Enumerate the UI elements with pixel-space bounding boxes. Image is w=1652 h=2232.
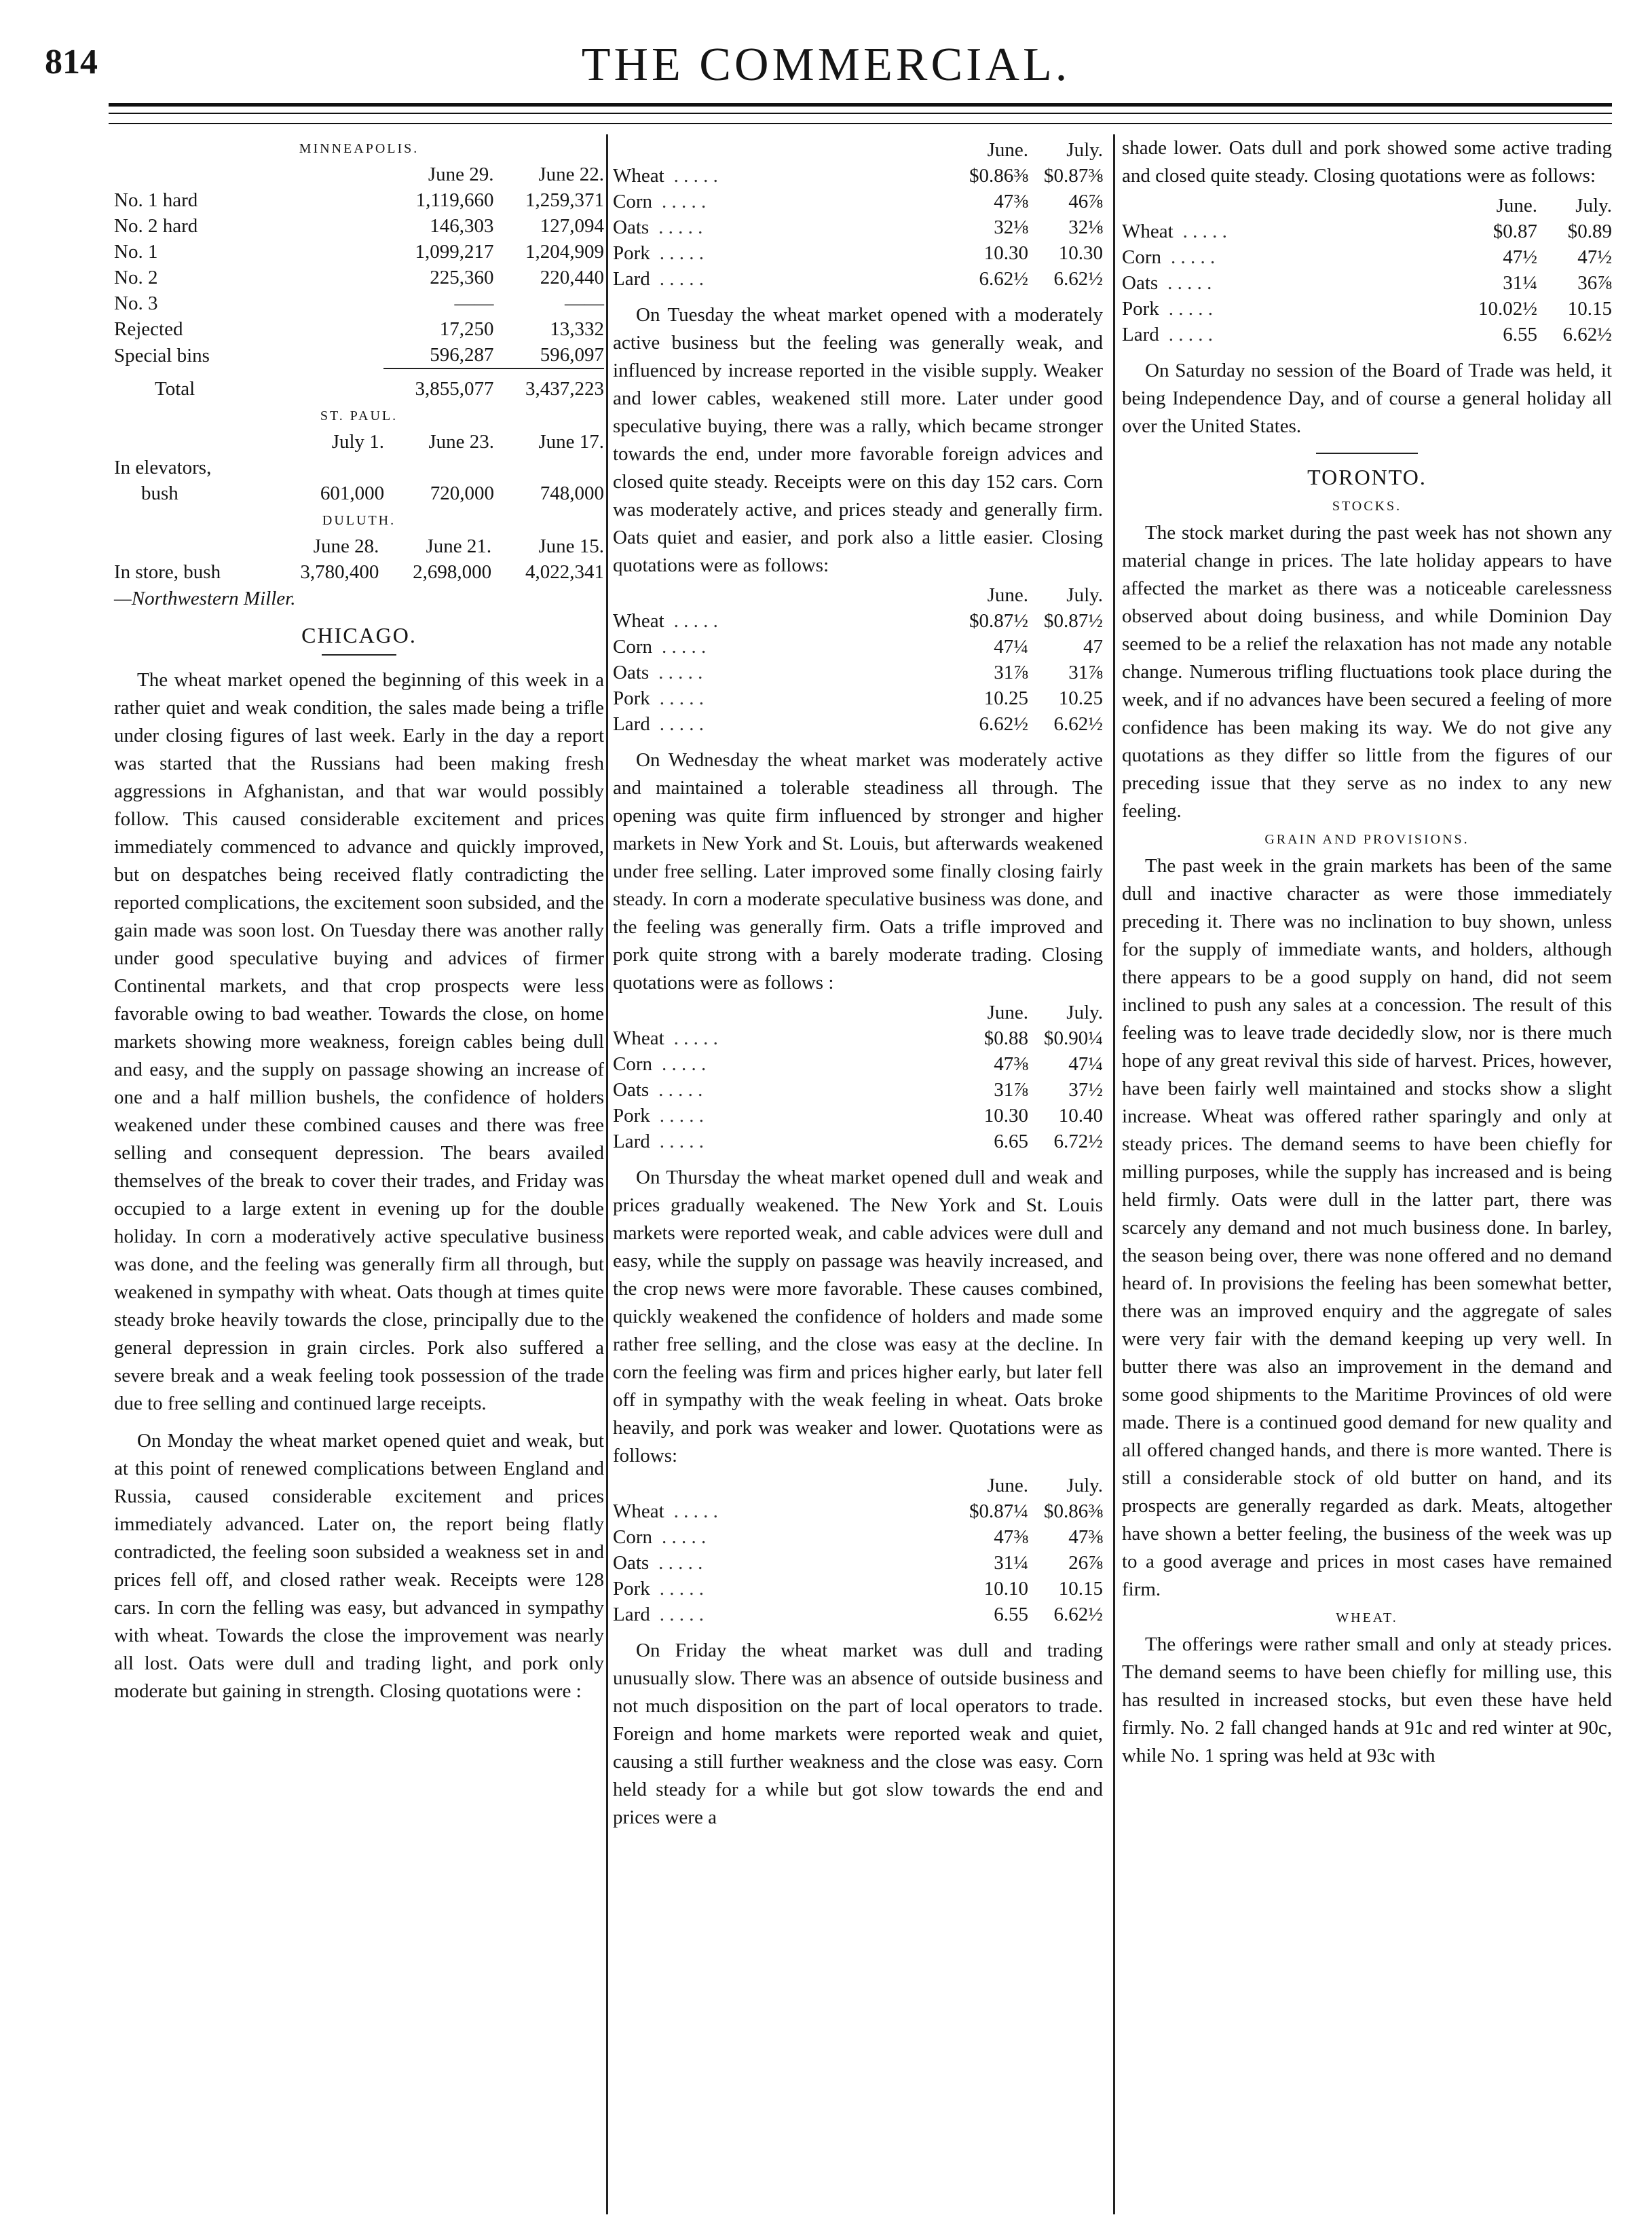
row-value: 748,000 — [540, 483, 604, 504]
quotation-table-5 — [1122, 193, 1612, 347]
leader-dots: . . . . . — [659, 1105, 705, 1127]
row-value: 13,332 — [550, 318, 604, 340]
quote-body — [613, 1025, 1103, 1154]
june-price: 31¼ — [1503, 272, 1537, 294]
quote-row — [613, 1498, 1103, 1524]
june-price: 31⅞ — [994, 1079, 1028, 1101]
column-3 — [1122, 134, 1612, 1770]
commodity-name: Pork — [1122, 298, 1159, 320]
leader-dots: . . . . . — [662, 636, 707, 658]
column-divider-1 — [606, 134, 608, 2214]
july-price: $0.87⅜ — [1044, 165, 1103, 187]
commodity-cell — [613, 1129, 954, 1154]
commodity-name: Pork — [613, 687, 650, 709]
table-row — [114, 265, 604, 290]
row-value: 3,780,400 — [300, 561, 379, 583]
row-label: No. 2 — [114, 267, 158, 288]
commodity-cell — [613, 634, 954, 660]
commodity-cell — [613, 163, 954, 189]
quote-head-row — [613, 1000, 1103, 1025]
june-price: 47¼ — [994, 636, 1028, 658]
july-price: 36⅞ — [1577, 272, 1612, 294]
date: June 17. — [538, 431, 604, 453]
quote-body — [613, 608, 1103, 737]
quote-row — [613, 1077, 1103, 1103]
commodity-name: Wheat — [1122, 221, 1174, 242]
column-1 — [114, 134, 604, 1705]
commodity-name: Corn — [613, 191, 652, 212]
masthead-rule-thin — [109, 113, 1612, 114]
chicago-heading: CHICAGO. — [301, 623, 417, 647]
month-header: July. — [1066, 1002, 1103, 1023]
duluth-table — [114, 533, 604, 585]
leader-dots: . . . . . — [658, 662, 703, 683]
leader-dots: . . . . . — [673, 1027, 718, 1049]
quotation-table-4 — [613, 1473, 1103, 1627]
quote-row — [613, 214, 1103, 240]
june-price: 10.25 — [983, 687, 1028, 709]
leader-dots: . . . . . — [658, 1079, 703, 1101]
minneapolis-heading: MINNEAPOLIS. — [299, 141, 419, 156]
row-value: 1,259,371 — [525, 189, 604, 211]
table-row — [114, 187, 604, 213]
commodity-cell — [1122, 219, 1463, 244]
page-number: 814 — [45, 43, 98, 81]
july-price: 10.25 — [1058, 687, 1103, 709]
quote-head-row — [613, 1473, 1103, 1498]
commodity-name: Wheat — [613, 1027, 664, 1049]
quote-row — [613, 634, 1103, 660]
row-value: 601,000 — [320, 483, 385, 504]
stocks-heading: STOCKS. — [1332, 499, 1402, 514]
july-price: 47 — [1083, 636, 1103, 658]
commodity-cell — [613, 1576, 954, 1602]
june-price: 10.30 — [983, 242, 1028, 264]
july-price: 6.62½ — [1053, 713, 1103, 735]
row-value: —— — [454, 292, 494, 314]
row-value: 1,204,909 — [525, 241, 604, 263]
july-price: $0.90¼ — [1044, 1027, 1103, 1049]
table-row — [114, 480, 604, 506]
quote-row — [613, 163, 1103, 189]
july-price: 32⅛ — [1068, 216, 1103, 238]
leader-dots: . . . . . — [659, 1131, 704, 1152]
june-price: 10.02½ — [1478, 298, 1537, 320]
commodity-cell — [613, 1025, 954, 1051]
june-price: 6.65 — [994, 1131, 1028, 1152]
quote-row — [613, 1103, 1103, 1129]
commodity-cell — [613, 240, 954, 266]
row-label: Special bins — [114, 344, 210, 366]
commodity-name: Lard — [613, 1131, 650, 1152]
section-rule — [322, 654, 396, 656]
month-header: June. — [987, 139, 1028, 161]
leader-dots: . . . . . — [659, 1604, 704, 1625]
table-row — [114, 342, 604, 368]
july-price: 10.15 — [1058, 1578, 1103, 1600]
july-price: 47½ — [1577, 246, 1612, 268]
commodity-cell — [613, 1051, 954, 1077]
commodity-name: Oats — [613, 216, 650, 238]
june-price: 47½ — [1503, 246, 1537, 268]
leader-dots: . . . . . — [662, 1526, 707, 1548]
quote-row — [1122, 322, 1612, 347]
july-price: $0.87½ — [1044, 610, 1103, 632]
june-price: 47⅜ — [994, 191, 1028, 212]
duluth-date-row — [114, 533, 604, 559]
july-price: 37½ — [1068, 1079, 1103, 1101]
masthead-rule-thin-lower — [109, 123, 1612, 124]
commodity-cell — [613, 1550, 954, 1576]
quote-row — [613, 1550, 1103, 1576]
table-row — [114, 559, 604, 585]
june-price: 31¼ — [994, 1552, 1028, 1574]
quote-row — [1122, 270, 1612, 296]
commodity-name: Oats — [613, 662, 650, 683]
june-price: $0.86⅜ — [969, 165, 1028, 187]
commodity-cell — [1122, 296, 1463, 322]
july-price: 10.30 — [1058, 242, 1103, 264]
quotation-table-2 — [613, 582, 1103, 737]
row-value: 127,094 — [540, 215, 604, 237]
commodity-name: Lard — [613, 713, 650, 735]
july-price: 6.72½ — [1053, 1131, 1103, 1152]
month-header: July. — [1575, 195, 1612, 216]
row-value: 596,287 — [430, 344, 494, 366]
article-paragraph: On Wednesday the wheat market was moderately active and maintained a tolerable steadiness all through. The opening was quite firm influenced by stronger and higher markets in New York and St. Louis, but afterwards weakened under free selling. Later improved some finally closing fairly steady. In corn a moderate speculative business was done, and the feeling was generally firm. Oats a trifle improved and pork quite strong with a barely moderate trading. Closing quotations were as follows : — [613, 749, 1103, 994]
june-price: 32⅛ — [994, 216, 1028, 238]
commodity-name: Corn — [613, 636, 652, 658]
june-price: $0.87¼ — [969, 1500, 1028, 1522]
quote-row — [613, 1524, 1103, 1550]
row-value: 1,099,217 — [415, 241, 494, 263]
row-label: No. 3 — [114, 292, 158, 314]
commodity-name: Corn — [1122, 246, 1161, 268]
st-paul-date-row — [114, 429, 604, 455]
wheat-heading: WHEAT. — [1336, 1610, 1398, 1625]
commodity-name: Wheat — [613, 610, 664, 632]
june-price: 10.30 — [983, 1105, 1028, 1127]
month-header: June. — [987, 1475, 1028, 1496]
commodity-name: Corn — [613, 1053, 652, 1075]
commodity-cell — [613, 1077, 954, 1103]
grain-provisions-heading: GRAIN AND PROVISIONS. — [1264, 832, 1469, 847]
date-2: June 22. — [538, 164, 604, 185]
commodity-cell — [613, 685, 954, 711]
toronto-heading: TORONTO. — [1307, 465, 1427, 489]
leader-dots: . . . . . — [659, 713, 704, 735]
row-value: 225,360 — [430, 267, 494, 288]
quote-row — [1122, 296, 1612, 322]
june-price: $0.88 — [983, 1027, 1028, 1049]
date-1: June 29. — [428, 164, 494, 185]
commodity-name: Pork — [613, 242, 650, 264]
commodity-cell — [613, 1498, 954, 1524]
leader-dots: . . . . . — [658, 216, 703, 238]
june-price: $0.87 — [1493, 221, 1537, 242]
june-price: 6.62½ — [979, 713, 1028, 735]
date: June 15. — [538, 535, 604, 557]
row-value: 4,022,341 — [525, 561, 604, 583]
quote-head-row — [613, 582, 1103, 608]
quote-row — [613, 685, 1103, 711]
june-price: 31⅞ — [994, 662, 1028, 683]
leader-dots: . . . . . — [673, 1500, 718, 1522]
commodity-cell — [1122, 322, 1463, 347]
total-label: Total — [155, 377, 195, 400]
article-paragraph: The wheat market opened the beginning of this week in a rather quiet and weak condition, the sales made being a trifle under closing figures of last week. Early in the day a report was started that the Russians had been making fresh aggressions in Afghanistan, and that war would possibly follow. This caused considerable excitement and prices immediately commenced to advance and quickly improved, but on despatches being received flatly contradicting the reported complications, the excitement soon subsided, and the gain made was soon lost. On Tuesday there was another rally under good speculative buying and advices of firmer Continental markets, and that crop prospects were less favorable owing to bad weather. Towards the close, on home markets showing more weakness, foreign cables being dull and easy, and the supply on passage showing an increase of one and a half million bushels, the confidence of holders weakened under these combined causes and there was free selling and consequent depression. The bears availed themselves of the break to cover their trades, and Friday was occupied to a large extent in evening up for the double holiday. In corn a moderatively active speculative business was done, and the feeling was generally firm all through, but weakened in sympathy with wheat. Oats though at times quite steady broke heavily towards the close, principally due to the general depression in grain circles. Pork also suffered a severe break and a weak feeling took possession of the trade due to free selling and continued large receipts. — [114, 669, 604, 1414]
quote-row — [613, 1025, 1103, 1051]
commodity-name: Oats — [613, 1552, 650, 1574]
commodity-cell — [613, 1602, 954, 1627]
row-label: Rejected — [114, 318, 183, 340]
row-value: 17,250 — [439, 318, 494, 340]
leader-dots: . . . . . — [659, 242, 705, 264]
commodity-cell — [613, 608, 954, 634]
masthead-rule-thick — [109, 103, 1612, 107]
quote-row — [613, 608, 1103, 634]
commodity-name: Wheat — [613, 1500, 664, 1522]
commodity-name: Corn — [613, 1526, 652, 1548]
leader-dots: . . . . . — [673, 165, 718, 187]
row-value: 2,698,000 — [413, 561, 492, 583]
quote-row — [613, 1129, 1103, 1154]
leader-dots: . . . . . — [1182, 221, 1227, 242]
month-header: July. — [1066, 584, 1103, 606]
total-value: 3,437,223 — [494, 368, 604, 402]
commodity-cell — [1122, 244, 1463, 270]
commodity-cell — [613, 660, 954, 685]
commodity-cell — [1122, 270, 1463, 296]
june-price: 10.10 — [983, 1578, 1028, 1600]
article-paragraph: shade lower. Oats dull and pork showed some active trading and closed quite steady. Closing quotations were as follows: — [1122, 137, 1612, 187]
row-value: 720,000 — [430, 483, 495, 504]
row-value: 596,097 — [540, 344, 604, 366]
row-value: 1,119,660 — [415, 189, 494, 211]
column-divider-2 — [1113, 134, 1115, 2214]
commodity-name: Lard — [613, 268, 650, 290]
july-price: 6.62½ — [1053, 1604, 1103, 1625]
quote-row — [613, 240, 1103, 266]
row-value: 220,440 — [540, 267, 604, 288]
june-price: $0.87½ — [969, 610, 1028, 632]
duluth-heading: DULUTH. — [322, 513, 396, 528]
table-row — [114, 455, 604, 480]
date: June 28. — [313, 535, 379, 557]
article-paragraph: On Thursday the wheat market opened dull and weak and prices gradually weakened. The New York and St. Louis markets were reported weak, and cable advices were dull and easy, while the supply on passage was heavily increased, and the crop news were more favorable. These causes combined, quickly weakened the confidence of holders and made some rather free selling, and the close was easy at the decline. In corn the feeling was firm and prices higher early, but later fell off in sympathy with the weak feeling in wheat. Oats broke heavily, and pork was weaker and lower. Quotations were as follows: — [613, 1167, 1103, 1467]
total-value: 3,855,077 — [383, 368, 493, 402]
row-label: No. 1 — [114, 241, 158, 263]
commodity-name: Lard — [1122, 324, 1159, 345]
st-paul-heading: ST. PAUL. — [320, 409, 398, 423]
row-label: No. 2 hard — [114, 215, 198, 237]
commodity-name: Oats — [1122, 272, 1159, 294]
table-row — [114, 239, 604, 265]
date: June 21. — [426, 535, 492, 557]
row-label: No. 1 hard — [114, 189, 198, 211]
month-header: June. — [987, 584, 1028, 606]
quote-row — [613, 711, 1103, 737]
july-price: 10.15 — [1567, 298, 1612, 320]
row-label: In elevators, — [114, 457, 212, 478]
quotation-table-1 — [613, 137, 1103, 292]
month-header: July. — [1066, 1475, 1103, 1496]
leader-dots: . . . . . — [659, 1578, 705, 1600]
july-price: $0.89 — [1567, 221, 1612, 242]
row-label: bush — [141, 483, 179, 504]
july-price: 6.62½ — [1562, 324, 1612, 345]
row-value: —— — [565, 292, 604, 314]
date: July 1. — [331, 431, 385, 453]
leader-dots: . . . . . — [662, 1053, 707, 1075]
leader-dots: . . . . . — [673, 610, 718, 632]
quote-row — [613, 266, 1103, 292]
leader-dots: . . . . . — [1167, 272, 1212, 294]
quote-row — [613, 660, 1103, 685]
st-paul-table — [114, 429, 604, 506]
commodity-cell — [613, 214, 954, 240]
leader-dots: . . . . . — [658, 1552, 703, 1574]
leader-dots: . . . . . — [662, 191, 707, 212]
quote-head-row — [613, 137, 1103, 163]
table-row — [114, 316, 604, 342]
column-2 — [613, 134, 1103, 1832]
june-price: 47⅜ — [994, 1053, 1028, 1075]
row-value: 146,303 — [430, 215, 494, 237]
quote-row — [613, 1051, 1103, 1077]
article-paragraph: On Monday the wheat market opened quiet and weak, but at this point of renewed complications between England and Russia, caused considerable excitement and prices immediately advanced. Later on, the report being flatly contradicted, the feeling soon subsided a weakness set in and prices fell off, and closed rather weak. Receipts were 128 cars. In corn the felling was easy, but advanced in sympathy with wheat. Towards the close the improvement was nearly all lost. Oats were dull and trading light, and pork only moderate but gaining in strength. Closing quotations were : — [114, 1430, 604, 1702]
commodity-name: Pork — [613, 1105, 650, 1127]
date: June 23. — [428, 431, 495, 453]
section-rule — [1316, 453, 1418, 454]
quote-body — [1122, 219, 1612, 347]
source-credit: —Northwestern Miller. — [114, 588, 296, 609]
july-price: 26⅞ — [1068, 1552, 1103, 1574]
commodity-cell — [613, 266, 954, 292]
commodity-name: Lard — [613, 1604, 650, 1625]
leader-dots: . . . . . — [659, 687, 705, 709]
article-paragraph: On Tuesday the wheat market opened with a moderately active business but the feeling was generally weak, and influenced by increase reported in the visible supply. Weaker and lower cables, weakened still more. Later under good speculative buying, there was a rally, which became stronger towards the end, under more favorable foreign advices and closed quite steady. Receipts were on this day 152 cars. Corn was moderately active, and prices steady and generally firm. Oats quiet and easier, and pork also a little easier. Closing quotations were as follows: — [613, 304, 1103, 576]
july-price: 10.40 — [1058, 1105, 1103, 1127]
quote-body — [613, 163, 1103, 292]
quote-head-row — [1122, 193, 1612, 219]
leader-dots: . . . . . — [1171, 246, 1216, 268]
july-price: 47⅜ — [1068, 1526, 1103, 1548]
july-price: 6.62½ — [1053, 268, 1103, 290]
quote-row — [1122, 219, 1612, 244]
quote-row — [1122, 244, 1612, 270]
month-header: June. — [987, 1002, 1028, 1023]
total-row — [114, 368, 604, 402]
minneapolis-table — [114, 162, 604, 402]
quote-row — [613, 189, 1103, 214]
month-header: June. — [1496, 195, 1537, 216]
month-header: July. — [1066, 139, 1103, 161]
commodity-cell — [613, 1103, 954, 1129]
june-price: 6.55 — [994, 1604, 1028, 1625]
july-price: 46⅞ — [1068, 191, 1103, 212]
article-paragraph: On Saturday no session of the Board of Trade was held, it being Independence Day, and of course a general holiday all over the United States. — [1122, 360, 1612, 437]
article-paragraph: The stock market during the past week has not shown any material change in prices. The late holiday appears to have affected the market as there was a noticeable carelessness observed about doing business, and while Dominion Day seemed to be a relief the relaxation has not made any notable change. Numerous trifling fluctuations took place during the week, and if no advances have been secured a feeling of more confidence has been making its way. We do not give any quotations as they differ so little from the figures of our preceding issue that they serve as no index to any new feeling. — [1122, 522, 1612, 822]
commodity-name: Oats — [613, 1079, 650, 1101]
leader-dots: . . . . . — [659, 268, 704, 290]
june-price: 6.55 — [1503, 324, 1537, 345]
table-row — [114, 213, 604, 239]
commodity-cell — [613, 1524, 954, 1550]
leader-dots: . . . . . — [1168, 324, 1213, 345]
commodity-name: Pork — [613, 1578, 650, 1600]
quote-body — [613, 1498, 1103, 1627]
commodity-cell — [613, 711, 954, 737]
july-price: 31⅞ — [1068, 662, 1103, 683]
quotation-table-3 — [613, 1000, 1103, 1154]
commodity-name: Wheat — [613, 165, 664, 187]
article-paragraph: The offerings were rather small and only at steady prices. The demand seems to have been chiefly for milling use, this has resulted in increased stocks, but even these have held firmly. No. 2 fall changed hands at 91c and red winter at 90c, while No. 1 spring was held at 93c with — [1122, 1633, 1612, 1766]
article-paragraph: On Friday the wheat market was dull and trading unusually slow. There was an absence of outside business and not much disposition on the part of local operators to trade. Foreign and home markets were reported weak and quiet, causing a still further weakness and the close was easy. Corn held steady for a while but got slow towards the end and prices were a — [613, 1640, 1103, 1828]
article-paragraph: The past week in the grain markets has been of the same dull and inactive character as were those immediately preceding it. There was no inclination to buy shown, unless for the supply of immediate wants, and holders, although there appears to be a good supply on hand, did not seem inclined to push any sales at a concession. The result of this feeling was to leave trade decidedly slow, nor is there much hope of any great revival this side of harvest. Prices, however, have been fairly well maintained and stocks show a slight increase. Wheat was offered rather sparingly and only at steady prices. The demand seems to have been chiefly for milling purposes, while the supply has increased and is being held firmly. Oats were dull in the latter part, there was scarcely any demand and not much business done. In barley, the season being over, there was none offered and no demand heard of. In provisions the feeling has been somewhat better, there was an improved enquiry and the aggregate of sales were very fair with the demand keeping up very well. In butter there was also an improvement in the demand and some good shipments to the Maritime Provinces of old were made. There is a continued good demand for new quality and all offered changed hands, and there is more wanted. There is still a considerable stock of old butter on hand, and its prospects are generally regarded as dark. Meats, altogether have shown a better feeling, the business of the week was up to a good average and prices in most cases have remained firm. — [1122, 855, 1612, 1600]
july-price: $0.86⅜ — [1044, 1500, 1103, 1522]
leader-dots: . . . . . — [1168, 298, 1214, 320]
minneapolis-date-row — [114, 162, 604, 187]
june-price: 47⅜ — [994, 1526, 1028, 1548]
july-price: 47¼ — [1068, 1053, 1103, 1075]
quote-row — [613, 1576, 1103, 1602]
commodity-cell — [613, 189, 954, 214]
quote-row — [613, 1602, 1103, 1627]
row-label: In store, bush — [114, 561, 221, 583]
masthead-title: THE COMMERCIAL. — [581, 39, 1071, 91]
table-row — [114, 290, 604, 316]
june-price: 6.62½ — [979, 268, 1028, 290]
